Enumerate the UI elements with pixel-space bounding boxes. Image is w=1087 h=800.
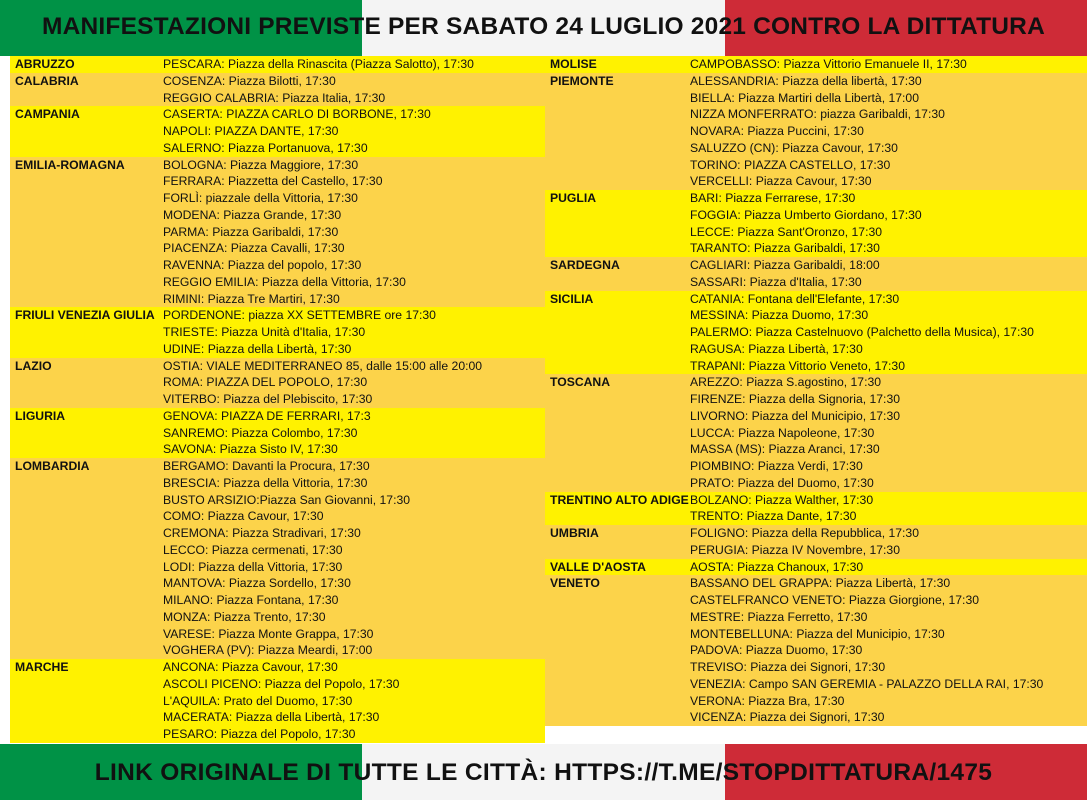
- city-entry: REGGIO CALABRIA: Piazza Italia, 17:30: [163, 90, 386, 105]
- region-name: LAZIO: [15, 358, 52, 373]
- city-entry: BOLZANO: Piazza Walther, 17:30: [690, 492, 874, 507]
- city-entry: NOVARA: Piazza Puccini, 17:30: [690, 124, 864, 138]
- city-entry: ASCOLI PICENO: Piazza del Popolo, 17:30: [163, 676, 400, 691]
- city-entry: GENOVA: PIAZZA DE FERRARI, 17:3: [163, 408, 371, 423]
- city-list: [163, 358, 545, 408]
- region-name: PUGLIA: [550, 191, 597, 205]
- city-entry: OSTIA: VIALE MEDITERRANEO 85, dalle 15:00 alle 20:00: [163, 358, 483, 373]
- city-entry: CASERTA: PIAZZA CARLO DI BORBONE, 17:30: [163, 107, 431, 122]
- city-entry: BASSANO DEL GRAPPA: Piazza Libertà, 17:30: [690, 576, 951, 591]
- region-row: [545, 525, 1087, 559]
- city-entry: RIMINI: Piazza Tre Martiri, 17:30: [163, 291, 340, 306]
- page-title: MANIFESTAZIONI PREVISTE PER SABATO 24 LUGLIO 2021 CONTRO LA DITTATURA: [42, 13, 1045, 40]
- city-list: [690, 56, 1087, 73]
- region-row: [545, 291, 1087, 375]
- region-name: LIGURIA: [15, 408, 66, 423]
- city-list: [690, 559, 1087, 576]
- region-row: [10, 73, 545, 107]
- city-entry: COSENZA: Piazza Bilotti, 17:30: [163, 73, 336, 88]
- city-list: [163, 106, 545, 156]
- region-row: [10, 408, 545, 458]
- city-entry: VERCELLI: Piazza Cavour, 17:30: [690, 174, 872, 189]
- city-entry: SALERNO: Piazza Portanuova, 17:30: [163, 140, 368, 155]
- city-entry: AOSTA: Piazza Chanoux, 17:30: [690, 559, 864, 574]
- city-list: [690, 257, 1087, 291]
- city-entry: CATANIA: Fontana dell'Elefante, 17:30: [690, 291, 900, 306]
- city-entry: NIZZA MONFERRATO: piazza Garibaldi, 17:30: [690, 107, 945, 122]
- city-list: [690, 575, 1087, 726]
- region-row: [10, 106, 545, 156]
- city-entry: BERGAMO: Davanti la Procura, 17:30: [163, 459, 370, 473]
- city-list: [690, 291, 1087, 375]
- city-entry: NAPOLI: PIAZZA DANTE, 17:30: [163, 124, 339, 138]
- region-row: [10, 56, 545, 73]
- city-list: [690, 73, 1087, 190]
- region-name: ABRUZZO: [15, 57, 75, 71]
- city-entry: FORLÌ: piazzale della Vittoria, 17:30: [163, 191, 358, 205]
- region-row: [545, 559, 1087, 576]
- city-entry: PALERMO: Piazza Castelnuovo (Palchetto della Musica), 17:30: [690, 325, 1034, 339]
- city-entry: TREVISO: Piazza dei Signori, 17:30: [690, 660, 886, 674]
- city-entry: ALESSANDRIA: Piazza della libertà, 17:30: [690, 73, 922, 88]
- city-entry: RAVENNA: Piazza del popolo, 17:30: [163, 258, 362, 272]
- region-row: [10, 358, 545, 408]
- city-entry: BIELLA: Piazza Martiri della Libertà, 17:00: [690, 90, 919, 105]
- events-table: [10, 56, 1087, 744]
- city-entry: VITERBO: Piazza del Plebiscito, 17:30: [163, 392, 373, 406]
- city-list: [163, 157, 545, 308]
- city-entry: MONZA: Piazza Trento, 17:30: [163, 609, 326, 624]
- city-list: [690, 492, 1087, 526]
- city-list: [163, 659, 545, 743]
- region-name: TOSCANA: [550, 375, 611, 390]
- region-name: PIEMONTE: [550, 73, 614, 88]
- city-entry: ROMA: PIAZZA DEL POPOLO, 17:30: [163, 375, 368, 390]
- city-list: [690, 374, 1087, 491]
- region-row: [10, 307, 545, 357]
- city-entry: SASSARI: Piazza d'Italia, 17:30: [690, 274, 862, 289]
- city-entry: BARI: Piazza Ferrarese, 17:30: [690, 191, 856, 205]
- region-row: [10, 458, 545, 659]
- city-entry: COMO: Piazza Cavour, 17:30: [163, 509, 324, 524]
- region-name: CAMPANIA: [15, 107, 80, 122]
- region-name: MARCHE: [15, 660, 69, 674]
- region-name: TRENTINO ALTO ADIGE: [550, 492, 689, 507]
- city-entry: FERRARA: Piazzetta del Castello, 17:30: [163, 174, 383, 189]
- region-row: [545, 56, 1087, 73]
- city-entry: TRIESTE: Piazza Unità d'Italia, 17:30: [163, 325, 366, 339]
- city-entry: MACERATA: Piazza della Libertà, 17:30: [163, 710, 380, 725]
- city-entry: BOLOGNA: Piazza Maggiore, 17:30: [163, 157, 359, 172]
- city-entry: TRENTO: Piazza Dante, 17:30: [690, 509, 857, 524]
- right-column: [545, 56, 1087, 744]
- city-entry: TORINO: PIAZZA CASTELLO, 17:30: [690, 157, 891, 172]
- city-entry: PARMA: Piazza Garibaldi, 17:30: [163, 224, 339, 239]
- city-entry: BUSTO ARSIZIO:Piazza San Giovanni, 17:30: [163, 492, 411, 507]
- region-name: VALLE D'AOSTA: [550, 559, 646, 574]
- city-entry: MASSA (MS): Piazza Aranci, 17:30: [690, 442, 880, 457]
- city-entry: LIVORNO: Piazza del Municipio, 17:30: [690, 408, 900, 423]
- city-entry: VARESE: Piazza Monte Grappa, 17:30: [163, 626, 374, 641]
- region-name: LOMBARDIA: [15, 459, 90, 473]
- city-list: [163, 408, 545, 458]
- city-entry: L'AQUILA: Prato del Duomo, 17:30: [163, 693, 353, 708]
- city-list: [690, 525, 1087, 559]
- city-entry: MILANO: Piazza Fontana, 17:30: [163, 593, 339, 607]
- city-entry: VOGHERA (PV): Piazza Meardi, 17:00: [163, 643, 373, 658]
- city-entry: LODI: Piazza della Vittoria, 17:30: [163, 559, 343, 574]
- city-entry: RAGUSA: Piazza Libertà, 17:30: [690, 341, 863, 356]
- region-row: [545, 575, 1087, 726]
- city-entry: FOGGIA: Piazza Umberto Giordano, 17:30: [690, 207, 922, 222]
- region-row: [545, 374, 1087, 491]
- region-name: SICILIA: [550, 291, 594, 306]
- left-column: [10, 56, 545, 744]
- city-entry: PRATO: Piazza del Duomo, 17:30: [690, 475, 874, 490]
- city-entry: AREZZO: Piazza S.agostino, 17:30: [690, 375, 882, 390]
- city-entry: MANTOVA: Piazza Sordello, 17:30: [163, 576, 351, 591]
- region-name: VENETO: [550, 576, 600, 591]
- city-entry: BRESCIA: Piazza della Vittoria, 17:30: [163, 475, 368, 490]
- footer-link-text: LINK ORIGINALE DI TUTTE LE CITTÀ: HTTPS://T.ME/STOPDITTATURA/1475: [94, 759, 993, 786]
- region-row: [10, 659, 545, 743]
- city-entry: PERUGIA: Piazza IV Novembre, 17:30: [690, 542, 900, 557]
- city-entry: PIACENZA: Piazza Cavalli, 17:30: [163, 241, 345, 256]
- city-entry: SANREMO: Piazza Colombo, 17:30: [163, 425, 358, 440]
- city-entry: CREMONA: Piazza Stradivari, 17:30: [163, 526, 361, 540]
- city-entry: CAGLIARI: Piazza Garibaldi, 18:00: [690, 258, 880, 272]
- city-entry: LECCE: Piazza Sant'Oronzo, 17:30: [690, 224, 883, 239]
- region-name: CALABRIA: [15, 73, 79, 88]
- city-entry: CASTELFRANCO VENETO: Piazza Giorgione, 17:30: [690, 593, 980, 607]
- region-row: [10, 157, 545, 308]
- city-entry: ANCONA: Piazza Cavour, 17:30: [163, 660, 338, 674]
- region-name: FRIULI VENEZIA GIULIA: [15, 308, 155, 323]
- city-entry: MESTRE: Piazza Ferretto, 17:30: [690, 609, 868, 624]
- city-entry: MESSINA: Piazza Duomo, 17:30: [690, 308, 869, 323]
- city-entry: FOLIGNO: Piazza della Repubblica, 17:30: [690, 526, 919, 540]
- city-entry: VICENZA: Piazza dei Signori, 17:30: [690, 710, 885, 725]
- city-entry: PESCARA: Piazza della Rinascita (Piazza Salotto), 17:30: [163, 57, 474, 71]
- city-entry: VENEZIA: Campo SAN GEREMIA - PALAZZO DELLA RAI, 17:30: [690, 676, 1044, 691]
- city-entry: PIOMBINO: Piazza Verdi, 17:30: [690, 459, 863, 473]
- city-entry: CAMPOBASSO: Piazza Vittorio Emanuele II, 17:30: [690, 57, 967, 71]
- region-name: UMBRIA: [550, 526, 599, 540]
- city-list: [163, 56, 545, 73]
- region-row: [545, 492, 1087, 526]
- region-row: [545, 73, 1087, 190]
- city-entry: UDINE: Piazza della Libertà, 17:30: [163, 341, 352, 356]
- city-entry: SAVONA: Piazza Sisto IV, 17:30: [163, 442, 338, 457]
- city-entry: TRAPANI: Piazza Vittorio Veneto, 17:30: [690, 358, 905, 373]
- city-entry: TARANTO: Piazza Garibaldi, 17:30: [690, 241, 880, 256]
- city-list: [163, 458, 545, 659]
- region-name: SARDEGNA: [550, 258, 620, 272]
- city-entry: PORDENONE: piazza XX SETTEMBRE ore 17:30: [163, 308, 436, 323]
- city-entry: LECCO: Piazza cermenati, 17:30: [163, 542, 343, 557]
- city-entry: PADOVA: Piazza Duomo, 17:30: [690, 643, 863, 658]
- city-list: [690, 190, 1087, 257]
- city-entry: REGGIO EMILIA: Piazza della Vittoria, 17:30: [163, 274, 406, 289]
- city-entry: MONTEBELLUNA: Piazza del Municipio, 17:30: [690, 626, 945, 641]
- city-entry: VERONA: Piazza Bra, 17:30: [690, 693, 845, 708]
- city-list: [163, 73, 545, 107]
- city-entry: SALUZZO (CN): Piazza Cavour, 17:30: [690, 140, 898, 155]
- city-entry: MODENA: Piazza Grande, 17:30: [163, 207, 342, 222]
- city-list: [163, 307, 545, 357]
- city-entry: FIRENZE: Piazza della Signoria, 17:30: [690, 392, 900, 406]
- region-row: [545, 190, 1087, 257]
- region-name: MOLISE: [550, 57, 597, 71]
- region-name: EMILIA-ROMAGNA: [15, 157, 125, 172]
- region-row: [545, 257, 1087, 291]
- city-entry: LUCCA: Piazza Napoleone, 17:30: [690, 425, 875, 440]
- city-entry: PESARO: Piazza del Popolo, 17:30: [163, 727, 356, 741]
